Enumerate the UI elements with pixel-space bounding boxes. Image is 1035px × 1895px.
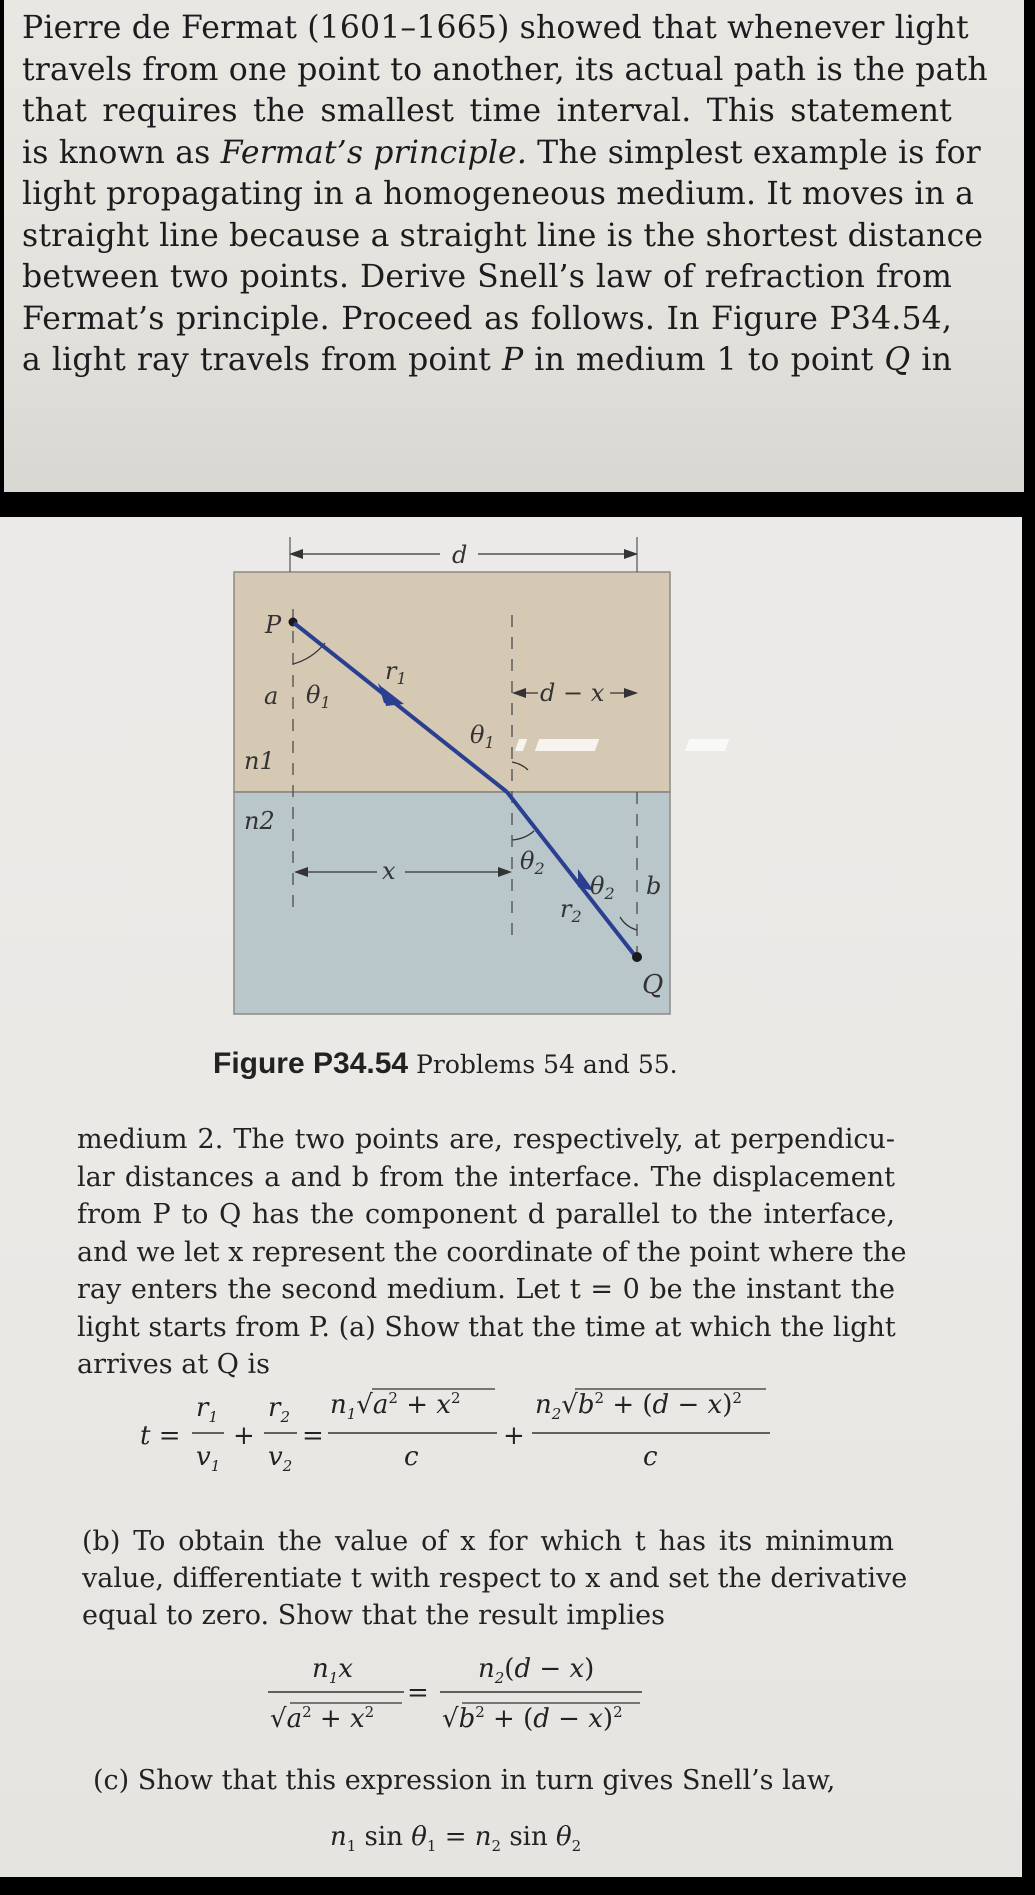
part-c-paragraph [93,1762,905,1799]
svg-text:v2: $v_2$ [268,1442,293,1475]
d-minus-x-label: d − x [540,679,605,707]
medium-1 [234,572,670,792]
text-line: a light ray travels from point P in medium 1 to point Q in [22,342,953,378]
top-page-fragment [4,0,1024,492]
eq1-plus-1: + [233,1421,255,1451]
part-b-paragraph [82,1523,908,1634]
top-paragraph [22,8,988,382]
svg-text:n2(d − x): $n_2(d - x)$ [478,1654,595,1687]
text-line: value, differentiate t with respect to x and set the derivative [82,1563,908,1594]
eq2-equals: = [407,1678,429,1708]
glare-streak [685,739,729,751]
medium-2 [234,792,670,1014]
text-line: is known as Fermat’s principle. The simplest example is for [22,134,981,171]
x-label: x [382,857,396,885]
figure-label: Figure P34.54 [213,1047,409,1080]
text-line: ray enters the second medium. Let t = 0 be the instant the [77,1274,895,1305]
n1-label: n1 [244,747,275,775]
text-line: equal to zero. Show that the result implies [82,1600,665,1631]
b-label: b [646,872,662,900]
svg-text:r1: $r_1$ [196,1393,218,1426]
svg-text:√a2 + x2: $√a^2 + x^2$ [270,1703,375,1734]
theta2-right-label: $\theta_2$ [590,872,615,903]
text-line: Pierre de Fermat (1601–1665) showed that whenever light [22,10,969,46]
glare-streak [535,739,599,751]
eq1-equals: = [302,1421,324,1451]
svg-text:n1√a2 + x2: $n_1√a^2 + x^2$ [330,1389,461,1423]
text-line: lar distances a and b from the interface. The displacement [77,1161,895,1193]
r2-label: $r_2$ [560,895,582,926]
text-line: from P to Q has the component d parallel to the interface, [77,1199,895,1230]
svg-text:r2: $r_2$ [268,1393,290,1426]
text-line: between two points. Derive Snell’s law of refraction from [22,259,952,295]
svg-text:n1x: $n_1x$ [312,1654,353,1687]
text-line: and we let x represent the coordinate of the point where the [77,1236,907,1268]
theta1-right-label: $\theta_1$ [470,721,495,752]
text-line: light propagating in a homogeneous medium. It moves in a [22,176,975,212]
theta1-left-label: $\theta_1$ [306,681,331,712]
r1-label: $r_1$ [385,657,407,688]
caption-text: Problems 54 and 55. [416,1050,678,1079]
refraction-figure [0,517,1022,1037]
equation-snells-law [0,1805,1022,1865]
P-label: P [265,611,282,639]
text-line: that requires the smallest time interval. This statement [22,93,952,129]
theta2-left-label: $\theta_2$ [520,847,545,878]
n2-label: n2 [244,807,275,835]
a-label: a [264,682,279,710]
middle-paragraph [77,1121,907,1384]
svg-text:√b2 + (d − x)2: $√b^2 + (d - x)^2$ [442,1703,623,1734]
point-Q [632,952,642,962]
text-line: medium 2. The two points are, respectively, at perpendicu- [77,1124,895,1155]
text-line: light starts from P. (a) Show that the time at which the light [77,1311,896,1343]
eq1-plus-2: + [503,1421,525,1451]
bottom-page-fragment [0,517,1022,1877]
svg-text:c: c [643,1442,658,1472]
svg-text:v1: $v_1$ [196,1442,221,1475]
right-edge-bar [1022,517,1035,1877]
eq1-lhs: t = [140,1421,181,1451]
equation-time [0,1375,1022,1485]
text-line: (b) To obtain the value of x for which t has its minimum [82,1526,894,1557]
text-line: travels from one point to another, its actual path is the path [22,51,988,88]
svg-text:n1 sin θ1 = n2 sin θ2: $n_1$ $\sin \theta_1 = n_2$ $\sin \theta_2$ [330,1822,582,1855]
fermats-principle-term: Fermat’s principle. [220,134,528,171]
equation-derivative [0,1647,1022,1747]
svg-text:n2√b2 + (d − x)2: $n_2√b^2 + (d - x)^2$ [535,1389,742,1423]
svg-text:c: c [404,1442,419,1472]
d-label: d [452,541,468,569]
text-line: (c) Show that this expression in turn gives Snell’s law, [93,1765,836,1796]
text-line: straight line because a straight line is the shortest distance [22,217,984,254]
Q-label: Q [642,970,664,1000]
text-line: Fermat’s principle. Proceed as follows. In Figure P34.54, [22,300,952,337]
figure-caption [213,1047,678,1081]
text-line: arrives at Q is [77,1349,270,1380]
